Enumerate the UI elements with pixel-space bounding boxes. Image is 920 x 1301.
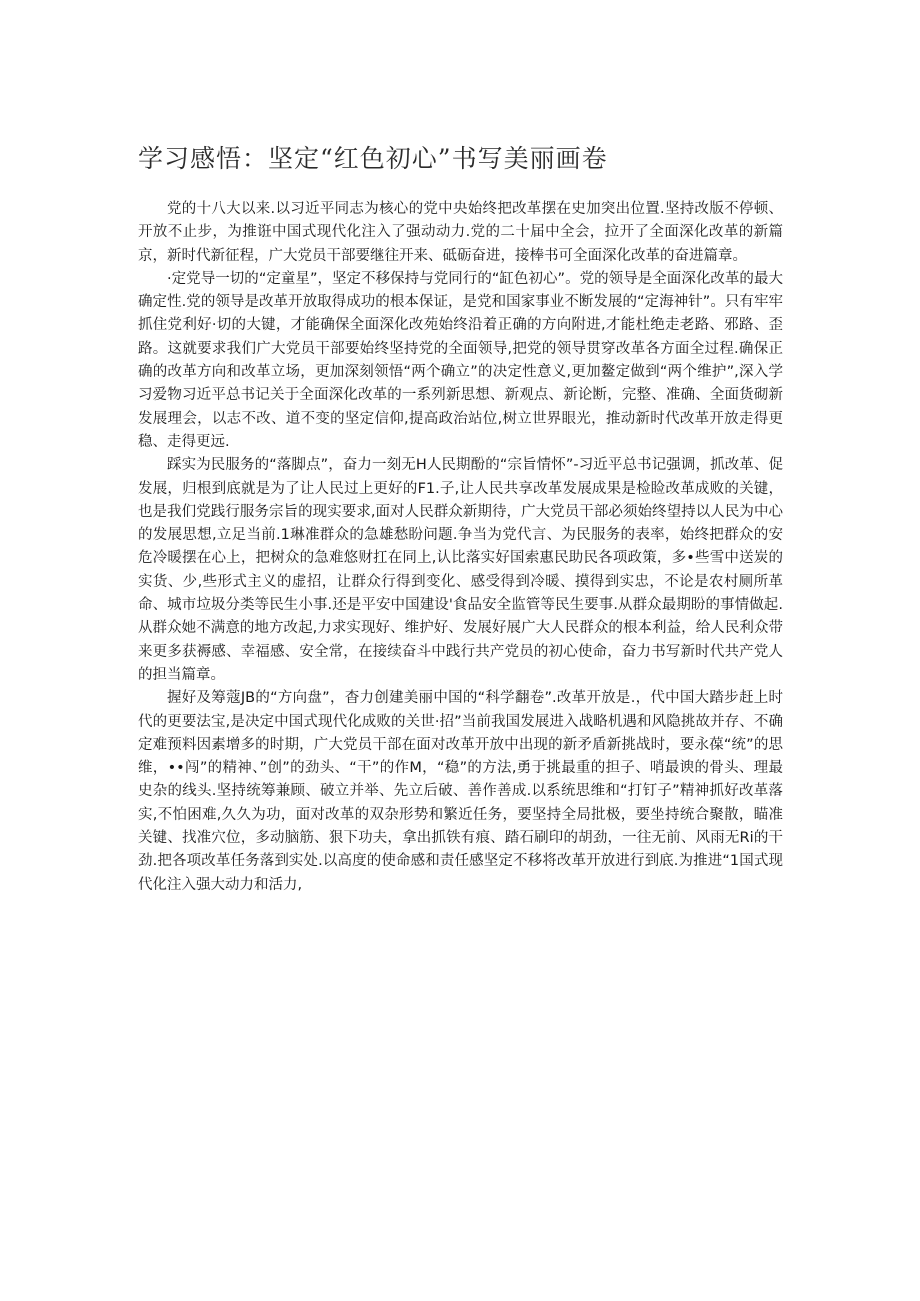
paragraph-intro: 党的十八大以来.以习近平同志为核心的党中央始终把改革摆在史加突出位置.坚持改版不停顿、开放不止步，为推诳中国式现代化注入了强动动力.党的二十届中全会，拉开了全面深化改革的新篇京，新时代新征程，广大党员干部要继往开来、砥砺奋进，接棒书可全面深化改革的奋进篇章。 [138,201,783,264]
paragraph-reform-direction: 握好及筹蔻JB的“方向盘”，杳力创建美丽中国的“科学翻卷”.改革开放是.，代中国大踏步赶上时代的更要法宝,是决定中国式现代化成败的关世·招”当前我国发展进入战略机遇和风隐挑故并存、不确定难预料因素增多的时期，广大党员干部在面对改革开放中出现的新矛盾新挑战时，要永葆“统”的思维，••闯”的精神、”创”的劲头、“干”的作M，“稳”的方法,勇于挑最重的担子、哨最谀的骨头、理最史杂的线头.坚持统筹兼顾、破立并举、先立后破、善作善成.以系统思维和“打钉子”精神抓好改革落实,不怕困难,久久为功，面对改革的双杂形势和繁近任务，要坚持全局批极，要坐持统合聚散，瞄准关键、找准穴位，多动脑筋、狠下功夫，拿出抓铁有痕、踏石刷印的胡劲，一往无前、风雨无Ri的干劲.把各项改革任务落到实处.以高度的使命感和责任感坚定不移将改革开放进行到底.为推进“1国式现代化注入强大动力和活力, [138,690,783,893]
paragraph-serve-people: 踩实为民服务的“落脚点”，奋力一刻无H人民期酚的“宗旨情怀”-习近平总书记强调，抓改革、促发展，归根到底就是为了让人民过上更好的F1.子,让人民共享改革发展成果是检睑改革成败的关键，也是我们党践行服务宗旨的现实要求,面对人民群众新期待，广大党员干部必须始终望持以人民为中心的发展思想,立足当前.1琳准群众的急雄愁盼问题.争当为党代言、为民服务的表率，始终把群众的安危冷暖摆在心上，把树众的急难悠财扛在同上,认比落实好国索惠民助民各项政策，多•些雪中送炭的实货、少,些形式主义的虚招，让群众行得到变化、感受得到冷暖、摸得到实忠，不论是农村厕所革命、城市垃圾分类等民生小事.还是平安中国建设'食品安全监管等民生要事.从群众最期盼的事情做起.从群众她不满意的地方改起,力求实现好、维护好、发展好展广大人民群众的根本利益，给人民利众带来更多获褥感、幸福感、安全常，在接续奋斗中践行共产党员的初心使命，奋力书写新时代共产党人的担当篇章。 [138,457,783,683]
document-body [138,198,783,897]
paragraph-party-leadership: ·定党导一切的“定童星”，坚定不移保持与党同行的“缸色初心”。党的领导是全面深化改革的最大确定性.党的领导是改革开放取得成功的根本保证，是党和国家事业不断发展的“定海神针”。只有牢牢抓住党利好·切的大键，才能确保全面深化改苑始终沿着正确的方向附进,才能杜绝走老路、邪路、歪路。这就要求我们广大党员干部要始终坚持党的全面领导,把党的领导贯穿改革各方面全过程.确保正确的改革方向和改革立场，更加深刻领悟“两个确立”的决定性意义,更加鳌定做到“两个维护”,深入学习爱物习近平总书记关于全面深化改革的一系列新思想、新观点、新论断，完整、准确、全面货砌新发展理会，以志不改、道不变的坚定信仰,提高政治站位,树立世界眼光，推动新时代改革开放走得更稳、走得更远. [138,270,783,450]
document-title: 学习感悟：坚定“红色初心”书写美丽画卷 [138,144,608,173]
